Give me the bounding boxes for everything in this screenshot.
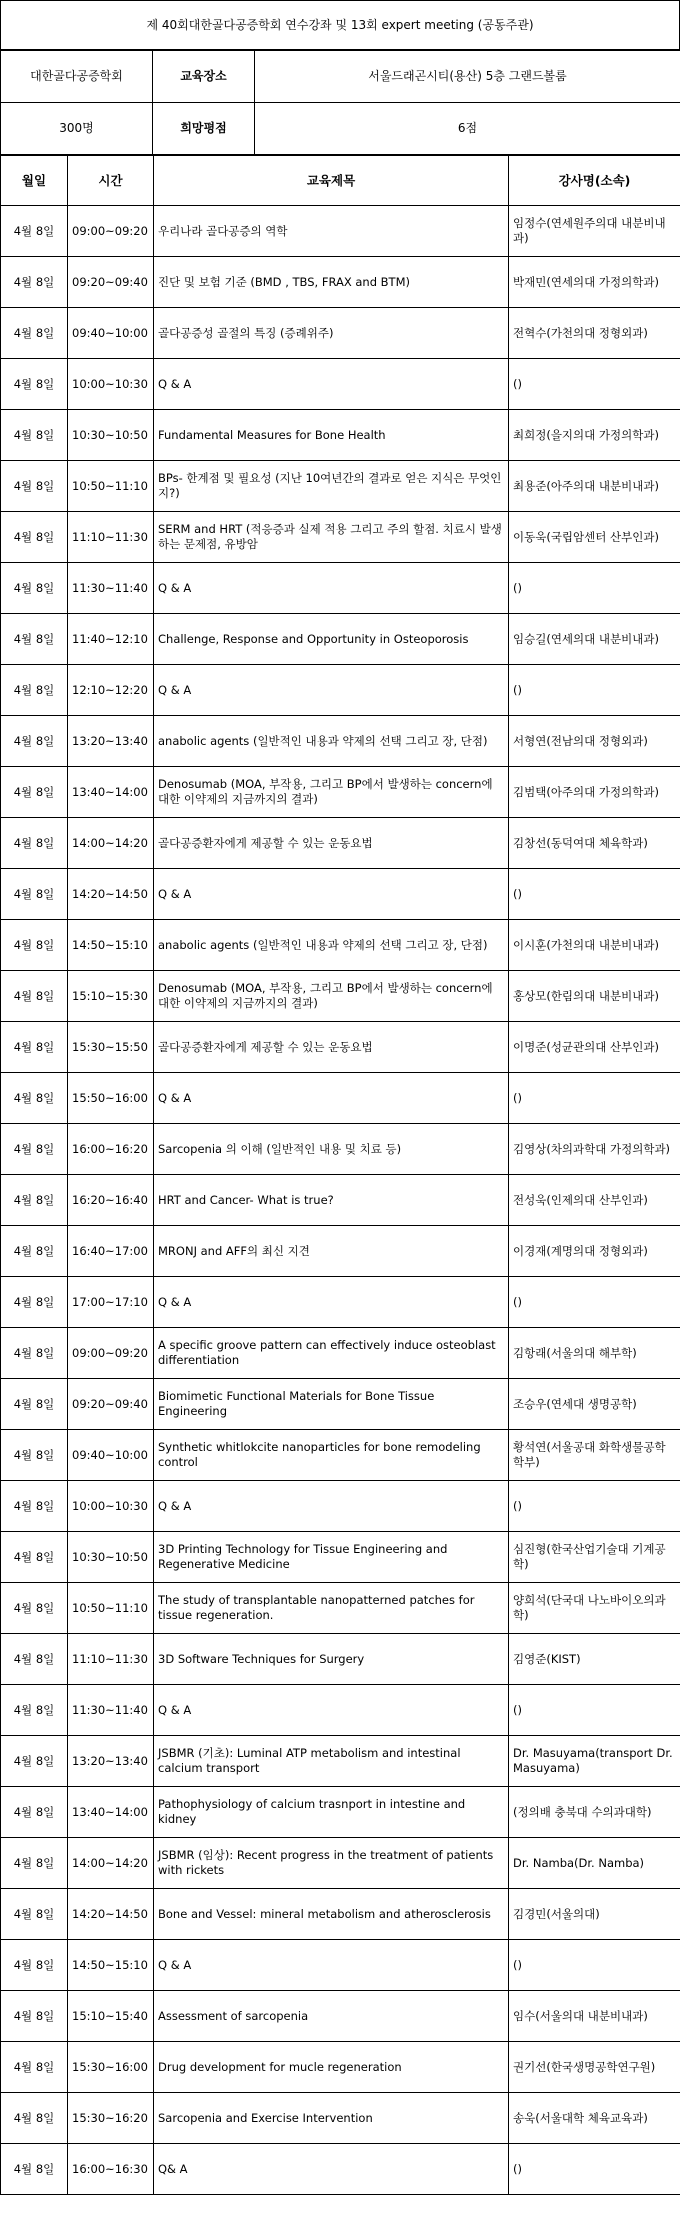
session-date: 4월 8일 bbox=[1, 257, 68, 308]
schedule-row bbox=[1, 920, 680, 971]
session-date: 4월 8일 bbox=[1, 1838, 68, 1889]
session-topic: Q & A bbox=[154, 869, 509, 920]
session-topic: MRONJ and AFF의 최신 지견 bbox=[154, 1226, 509, 1277]
session-speaker: 홍상모(한림의대 내분비내과) bbox=[509, 971, 680, 1022]
session-topic: Bone and Vessel: mineral metabolism and atherosclerosis bbox=[154, 1889, 509, 1940]
session-date: 4월 8일 bbox=[1, 1787, 68, 1838]
session-date: 4월 8일 bbox=[1, 614, 68, 665]
session-topic: 우리나라 골다공증의 역학 bbox=[154, 206, 509, 257]
session-time: 14:00~14:20 bbox=[68, 1838, 154, 1889]
schedule-row bbox=[1, 665, 680, 716]
session-speaker: 이시훈(가천의대 내분비내과) bbox=[509, 920, 680, 971]
credit: 6점 bbox=[255, 103, 680, 155]
session-speaker: () bbox=[509, 1685, 680, 1736]
title-table bbox=[0, 0, 680, 50]
session-topic: Denosumab (MOA, 부작용, 그리고 BP에서 발생하는 concern에 대한 이약제의 지금까지의 결과) bbox=[154, 971, 509, 1022]
session-time: 14:50~15:10 bbox=[68, 1940, 154, 1991]
session-speaker: 김항래(서울의대 해부학) bbox=[509, 1328, 680, 1379]
session-topic: Q & A bbox=[154, 665, 509, 716]
session-time: 13:20~13:40 bbox=[68, 716, 154, 767]
session-date: 4월 8일 bbox=[1, 1991, 68, 2042]
session-topic: Q & A bbox=[154, 1277, 509, 1328]
schedule-row bbox=[1, 1328, 680, 1379]
session-speaker: () bbox=[509, 1481, 680, 1532]
session-topic: Sarcopenia and Exercise Intervention bbox=[154, 2093, 509, 2144]
session-time: 09:00~09:20 bbox=[68, 206, 154, 257]
session-topic: Challenge, Response and Opportunity in Osteoporosis bbox=[154, 614, 509, 665]
venue: 서울드래곤시티(용산) 5층 그랜드볼룸 bbox=[255, 51, 680, 103]
session-time: 16:00~16:20 bbox=[68, 1124, 154, 1175]
venue-label: 교육장소 bbox=[153, 51, 255, 103]
session-time: 10:30~10:50 bbox=[68, 1532, 154, 1583]
schedule-row bbox=[1, 1838, 680, 1889]
session-speaker: 임정수(연세원주의대 내분비내과) bbox=[509, 206, 680, 257]
session-time: 17:00~17:10 bbox=[68, 1277, 154, 1328]
schedule-row bbox=[1, 359, 680, 410]
session-date: 4월 8일 bbox=[1, 920, 68, 971]
session-speaker: 양희석(단국대 나노바이오의과학) bbox=[509, 1583, 680, 1634]
schedule-row bbox=[1, 1124, 680, 1175]
session-date: 4월 8일 bbox=[1, 1226, 68, 1277]
session-time: 14:20~14:50 bbox=[68, 1889, 154, 1940]
session-topic: 3D Software Techniques for Surgery bbox=[154, 1634, 509, 1685]
session-topic: Pathophysiology of calcium trasnport in intestine and kidney bbox=[154, 1787, 509, 1838]
session-date: 4월 8일 bbox=[1, 1634, 68, 1685]
session-speaker: 서형연(전남의대 정형외과) bbox=[509, 716, 680, 767]
schedule-row bbox=[1, 1022, 680, 1073]
session-speaker: 김범택(아주의대 가정의학과) bbox=[509, 767, 680, 818]
document-title: 제 40회대한골다공증학회 연수강좌 및 13회 expert meeting (공동주관) bbox=[1, 1, 680, 50]
session-time: 09:40~10:00 bbox=[68, 308, 154, 359]
session-topic: Drug development for mucle regeneration bbox=[154, 2042, 509, 2093]
session-time: 10:50~11:10 bbox=[68, 1583, 154, 1634]
session-date: 4월 8일 bbox=[1, 1532, 68, 1583]
session-speaker: 송욱(서울대학 체육교육과) bbox=[509, 2093, 680, 2144]
schedule-row bbox=[1, 1685, 680, 1736]
session-speaker: 황석연(서울공대 화학생물공학 학부) bbox=[509, 1430, 680, 1481]
schedule-row bbox=[1, 1430, 680, 1481]
session-time: 09:40~10:00 bbox=[68, 1430, 154, 1481]
session-date: 4월 8일 bbox=[1, 359, 68, 410]
session-date: 4월 8일 bbox=[1, 1736, 68, 1787]
session-time: 15:30~15:50 bbox=[68, 1022, 154, 1073]
session-time: 15:10~15:40 bbox=[68, 1991, 154, 2042]
session-time: 11:30~11:40 bbox=[68, 1685, 154, 1736]
schedule-row bbox=[1, 869, 680, 920]
schedule-row bbox=[1, 971, 680, 1022]
session-speaker: 김영상(차의과학대 가정의학과) bbox=[509, 1124, 680, 1175]
session-time: 12:10~12:20 bbox=[68, 665, 154, 716]
session-topic: Q & A bbox=[154, 1073, 509, 1124]
session-speaker: 박재민(연세의대 가정의학과) bbox=[509, 257, 680, 308]
schedule-header-row bbox=[1, 156, 680, 206]
session-topic: Synthetic whitlokcite nanoparticles for bone remodeling control bbox=[154, 1430, 509, 1481]
schedule-row bbox=[1, 257, 680, 308]
session-speaker: () bbox=[509, 665, 680, 716]
schedule-row bbox=[1, 1175, 680, 1226]
schedule-row bbox=[1, 1277, 680, 1328]
session-date: 4월 8일 bbox=[1, 716, 68, 767]
session-speaker: () bbox=[509, 869, 680, 920]
session-topic: Q & A bbox=[154, 1940, 509, 1991]
session-date: 4월 8일 bbox=[1, 818, 68, 869]
session-date: 4월 8일 bbox=[1, 767, 68, 818]
session-speaker: 전혁수(가천의대 정형외과) bbox=[509, 308, 680, 359]
session-speaker: 권기선(한국생명공학연구원) bbox=[509, 2042, 680, 2093]
session-speaker: Dr. Namba(Dr. Namba) bbox=[509, 1838, 680, 1889]
session-speaker: 전성욱(인제의대 산부인과) bbox=[509, 1175, 680, 1226]
schedule-row bbox=[1, 716, 680, 767]
session-date: 4월 8일 bbox=[1, 971, 68, 1022]
session-time: 11:10~11:30 bbox=[68, 1634, 154, 1685]
session-topic: 골다공증성 골절의 특징 (증례위주) bbox=[154, 308, 509, 359]
session-date: 4월 8일 bbox=[1, 2144, 68, 2195]
session-time: 11:10~11:30 bbox=[68, 512, 154, 563]
session-speaker: Dr. Masuyama(transport Dr. Masuyama) bbox=[509, 1736, 680, 1787]
schedule-row bbox=[1, 1736, 680, 1787]
session-time: 14:00~14:20 bbox=[68, 818, 154, 869]
session-time: 13:20~13:40 bbox=[68, 1736, 154, 1787]
session-time: 09:00~09:20 bbox=[68, 1328, 154, 1379]
schedule-row bbox=[1, 563, 680, 614]
session-topic: Denosumab (MOA, 부작용, 그리고 BP에서 발생하는 concern에 대한 이약제의 지금까지의 결과) bbox=[154, 767, 509, 818]
session-topic: 3D Printing Technology for Tissue Engineering and Regenerative Medicine bbox=[154, 1532, 509, 1583]
session-date: 4월 8일 bbox=[1, 1277, 68, 1328]
session-topic: The study of transplantable nanopatterned patches for tissue regeneration. bbox=[154, 1583, 509, 1634]
session-date: 4월 8일 bbox=[1, 1328, 68, 1379]
session-time: 16:20~16:40 bbox=[68, 1175, 154, 1226]
session-date: 4월 8일 bbox=[1, 2042, 68, 2093]
session-speaker: () bbox=[509, 563, 680, 614]
session-time: 14:20~14:50 bbox=[68, 869, 154, 920]
info-table bbox=[0, 50, 680, 155]
session-speaker: 이명준(성균관의대 산부인과) bbox=[509, 1022, 680, 1073]
session-date: 4월 8일 bbox=[1, 308, 68, 359]
session-time: 13:40~14:00 bbox=[68, 767, 154, 818]
session-date: 4월 8일 bbox=[1, 206, 68, 257]
session-speaker: 심진형(한국산업기술대 기계공학) bbox=[509, 1532, 680, 1583]
session-date: 4월 8일 bbox=[1, 410, 68, 461]
session-date: 4월 8일 bbox=[1, 2093, 68, 2144]
session-topic: JSBMR (임상): Recent progress in the treatment of patients with rickets bbox=[154, 1838, 509, 1889]
session-speaker: 김영준(KIST) bbox=[509, 1634, 680, 1685]
session-time: 11:30~11:40 bbox=[68, 563, 154, 614]
session-time: 15:50~16:00 bbox=[68, 1073, 154, 1124]
session-date: 4월 8일 bbox=[1, 1073, 68, 1124]
session-time: 13:40~14:00 bbox=[68, 1787, 154, 1838]
session-date: 4월 8일 bbox=[1, 1430, 68, 1481]
session-topic: anabolic agents (일반적인 내용과 약제의 선택 그리고 장, 단점) bbox=[154, 920, 509, 971]
session-time: 10:00~10:30 bbox=[68, 1481, 154, 1532]
schedule-row bbox=[1, 461, 680, 512]
session-date: 4월 8일 bbox=[1, 869, 68, 920]
schedule-row bbox=[1, 1940, 680, 1991]
session-topic: A specific groove pattern can effectively induce osteoblast differentiation bbox=[154, 1328, 509, 1379]
session-time: 16:00~16:30 bbox=[68, 2144, 154, 2195]
session-time: 15:30~16:20 bbox=[68, 2093, 154, 2144]
capacity: 300명 bbox=[1, 103, 153, 155]
session-time: 10:30~10:50 bbox=[68, 410, 154, 461]
schedule-row bbox=[1, 206, 680, 257]
schedule-row bbox=[1, 614, 680, 665]
schedule-table bbox=[0, 155, 680, 2195]
session-date: 4월 8일 bbox=[1, 1124, 68, 1175]
session-speaker: 임승길(연세의대 내분비내과) bbox=[509, 614, 680, 665]
session-speaker: () bbox=[509, 1073, 680, 1124]
session-time: 15:10~15:30 bbox=[68, 971, 154, 1022]
session-topic: 골다공증환자에게 제공할 수 있는 운동요법 bbox=[154, 1022, 509, 1073]
session-speaker: () bbox=[509, 1277, 680, 1328]
session-time: 10:00~10:30 bbox=[68, 359, 154, 410]
session-date: 4월 8일 bbox=[1, 1022, 68, 1073]
session-time: 16:40~17:00 bbox=[68, 1226, 154, 1277]
session-date: 4월 8일 bbox=[1, 1481, 68, 1532]
session-topic: Sarcopenia 의 이해 (일반적인 내용 및 치료 등) bbox=[154, 1124, 509, 1175]
schedule-row bbox=[1, 1634, 680, 1685]
session-date: 4월 8일 bbox=[1, 1175, 68, 1226]
session-date: 4월 8일 bbox=[1, 1583, 68, 1634]
session-speaker: 이동욱(국립암센터 산부인과) bbox=[509, 512, 680, 563]
session-topic: Q & A bbox=[154, 1685, 509, 1736]
schedule-row bbox=[1, 410, 680, 461]
session-topic: BPs- 한계점 및 필요성 (지난 10여년간의 결과로 얻은 지식은 무엇인지?) bbox=[154, 461, 509, 512]
header-speaker: 강사명(소속) bbox=[509, 156, 680, 206]
session-date: 4월 8일 bbox=[1, 1940, 68, 1991]
schedule-row bbox=[1, 1583, 680, 1634]
session-date: 4월 8일 bbox=[1, 512, 68, 563]
session-time: 10:50~11:10 bbox=[68, 461, 154, 512]
session-topic: Biomimetic Functional Materials for Bone Tissue Engineering bbox=[154, 1379, 509, 1430]
schedule-row bbox=[1, 2144, 680, 2195]
schedule-row bbox=[1, 1379, 680, 1430]
session-date: 4월 8일 bbox=[1, 665, 68, 716]
session-time: 09:20~09:40 bbox=[68, 257, 154, 308]
session-topic: Q & A bbox=[154, 359, 509, 410]
session-speaker: 조승우(연세대 생명공학) bbox=[509, 1379, 680, 1430]
session-topic: Q & A bbox=[154, 563, 509, 614]
schedule-row bbox=[1, 818, 680, 869]
session-speaker: 김경민(서울의대) bbox=[509, 1889, 680, 1940]
schedule-row bbox=[1, 2093, 680, 2144]
session-topic: Fundamental Measures for Bone Health bbox=[154, 410, 509, 461]
header-date: 월일 bbox=[1, 156, 68, 206]
session-speaker: () bbox=[509, 359, 680, 410]
session-time: 09:20~09:40 bbox=[68, 1379, 154, 1430]
session-speaker: 최용준(아주의대 내분비내과) bbox=[509, 461, 680, 512]
session-speaker: 이경재(계명의대 정형외과) bbox=[509, 1226, 680, 1277]
credit-label: 희망평점 bbox=[153, 103, 255, 155]
schedule-row bbox=[1, 2042, 680, 2093]
session-date: 4월 8일 bbox=[1, 1889, 68, 1940]
session-speaker: 최희정(을지의대 가정의학과) bbox=[509, 410, 680, 461]
schedule-row bbox=[1, 767, 680, 818]
session-time: 14:50~15:10 bbox=[68, 920, 154, 971]
session-date: 4월 8일 bbox=[1, 563, 68, 614]
session-speaker: () bbox=[509, 2144, 680, 2195]
schedule-row bbox=[1, 1889, 680, 1940]
session-topic: 진단 및 보험 기준 (BMD , TBS, FRAX and BTM) bbox=[154, 257, 509, 308]
schedule-row bbox=[1, 1481, 680, 1532]
session-topic: Assessment of sarcopenia bbox=[154, 1991, 509, 2042]
header-time: 시간 bbox=[68, 156, 154, 206]
session-topic: 골다공증환자에게 제공할 수 있는 운동요법 bbox=[154, 818, 509, 869]
schedule-row bbox=[1, 1787, 680, 1838]
schedule-row bbox=[1, 512, 680, 563]
schedule-row bbox=[1, 1073, 680, 1124]
schedule-row bbox=[1, 1226, 680, 1277]
session-topic: JSBMR (기초): Luminal ATP metabolism and intestinal calcium transport bbox=[154, 1736, 509, 1787]
schedule-row bbox=[1, 1991, 680, 2042]
session-date: 4월 8일 bbox=[1, 461, 68, 512]
session-speaker: (정의배 충북대 수의과대학) bbox=[509, 1787, 680, 1838]
schedule-row bbox=[1, 1532, 680, 1583]
session-topic: anabolic agents (일반적인 내용과 약제의 선택 그리고 장, 단점) bbox=[154, 716, 509, 767]
header-topic: 교육제목 bbox=[154, 156, 509, 206]
session-speaker: () bbox=[509, 1940, 680, 1991]
session-topic: Q& A bbox=[154, 2144, 509, 2195]
session-topic: SERM and HRT (적응증과 실제 적용 그리고 주의 할점. 치료시 발생하는 문제점, 유방암 bbox=[154, 512, 509, 563]
session-date: 4월 8일 bbox=[1, 1685, 68, 1736]
schedule-row bbox=[1, 308, 680, 359]
organizer: 대한골다공증학회 bbox=[1, 51, 153, 103]
session-time: 15:30~16:00 bbox=[68, 2042, 154, 2093]
session-speaker: 임수(서울의대 내분비내과) bbox=[509, 1991, 680, 2042]
session-topic: Q & A bbox=[154, 1481, 509, 1532]
session-speaker: 김창선(동덕여대 체육학과) bbox=[509, 818, 680, 869]
session-date: 4월 8일 bbox=[1, 1379, 68, 1430]
session-time: 11:40~12:10 bbox=[68, 614, 154, 665]
session-topic: HRT and Cancer- What is true? bbox=[154, 1175, 509, 1226]
